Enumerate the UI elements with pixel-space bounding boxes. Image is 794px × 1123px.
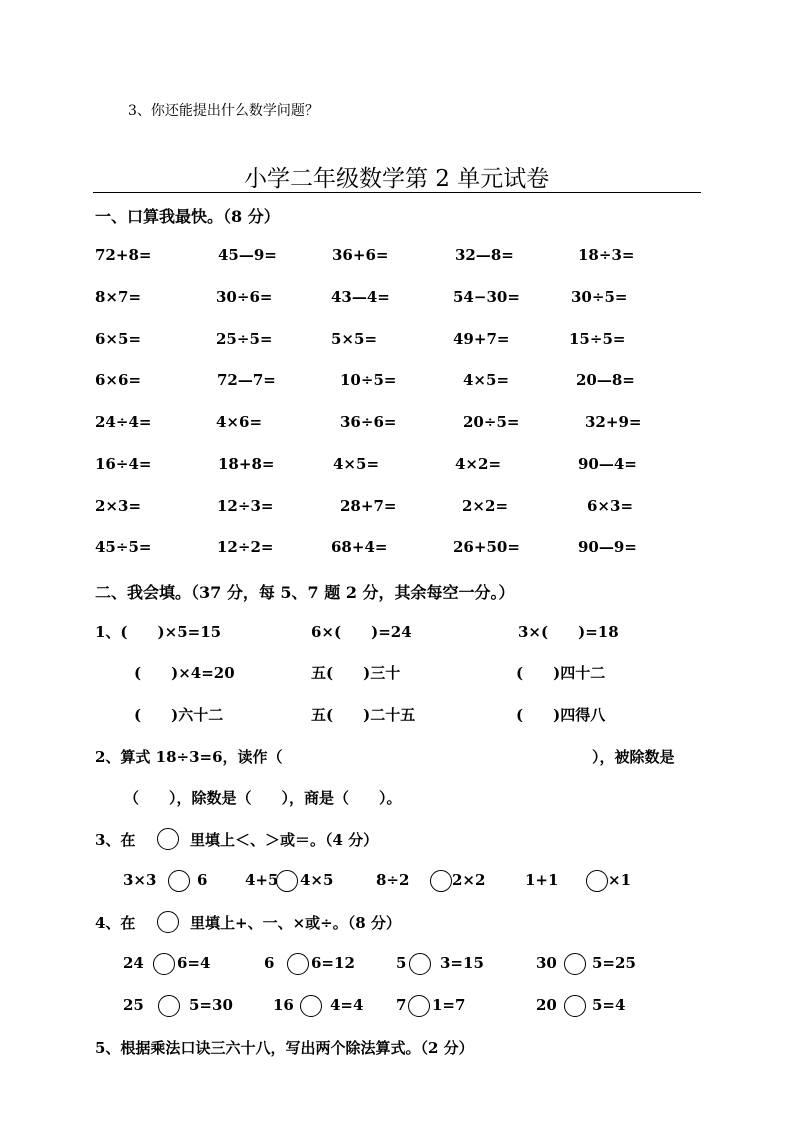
answer-circle[interactable] bbox=[153, 953, 175, 975]
arith-item: 25÷5= bbox=[216, 330, 273, 348]
q2-line2: （ ），除数是（ ），商是（ ）。 bbox=[124, 789, 402, 807]
arith-item: 32+9= bbox=[585, 413, 642, 431]
q4-term: 20 bbox=[536, 996, 557, 1014]
answer-circle[interactable] bbox=[564, 953, 586, 975]
arith-item: 20÷5= bbox=[463, 413, 520, 431]
arith-item: 43—4= bbox=[331, 288, 390, 306]
q4-term: 1=7 bbox=[432, 996, 466, 1014]
q3-term: 6 bbox=[197, 871, 208, 889]
page-title: 小学二年级数学第 2 单元试卷 bbox=[244, 166, 550, 192]
arith-item: 16÷4= bbox=[95, 455, 152, 473]
arith-item: 10÷5= bbox=[340, 371, 397, 389]
answer-circle[interactable] bbox=[158, 995, 180, 1017]
q4-heading-end: 里填上+、一、×或÷。（8 分） bbox=[190, 914, 401, 932]
q4-term: 5=25 bbox=[592, 954, 636, 972]
q4-term: 5 bbox=[396, 954, 407, 972]
q1-item: ( )×4=20 bbox=[134, 664, 235, 682]
q1-item: 6×( )=24 bbox=[311, 623, 412, 641]
q3-term: 4×5 bbox=[300, 871, 334, 889]
q1-item: ( )四十二 bbox=[516, 664, 606, 682]
arith-item: 12÷3= bbox=[217, 497, 274, 515]
q4-term: 24 bbox=[123, 954, 144, 972]
arith-item: 18+8= bbox=[218, 455, 275, 473]
arith-item: 2×2= bbox=[462, 497, 509, 515]
arith-item: 49+7= bbox=[453, 330, 510, 348]
q3-heading-start: 3、在 bbox=[95, 831, 136, 849]
arith-item: 4×5= bbox=[333, 455, 380, 473]
arith-item: 72—7= bbox=[217, 371, 276, 389]
q5-question: 5、根据乘法口诀三六十八，写出两个除法算式。（2 分） bbox=[95, 1039, 474, 1057]
q1-item: 五( )三十 bbox=[311, 664, 401, 682]
arith-item: 24÷4= bbox=[95, 413, 152, 431]
q3-term: 2×2 bbox=[452, 871, 486, 889]
answer-circle[interactable] bbox=[586, 870, 608, 892]
arith-item: 4×5= bbox=[463, 371, 510, 389]
arith-item: 90—9= bbox=[578, 538, 637, 556]
arith-item: 6×6= bbox=[95, 371, 142, 389]
arith-item: 4×6= bbox=[216, 413, 263, 431]
arith-item: 54−30= bbox=[453, 288, 520, 306]
q2-line1-end: ），被除数是 bbox=[592, 748, 675, 766]
arith-item: 32—8= bbox=[455, 246, 514, 264]
answer-circle[interactable] bbox=[409, 953, 431, 975]
q4-term: 3=15 bbox=[440, 954, 484, 972]
arith-item: 45÷5= bbox=[95, 538, 152, 556]
arith-item: 4×2= bbox=[455, 455, 502, 473]
q4-term: 5=30 bbox=[189, 996, 233, 1014]
answer-circle[interactable] bbox=[564, 995, 586, 1017]
arith-item: 36+6= bbox=[332, 246, 389, 264]
answer-circle[interactable] bbox=[157, 911, 179, 933]
q1-item: ( )四得八 bbox=[516, 706, 606, 724]
q3-term: 4+5 bbox=[245, 871, 279, 889]
answer-circle[interactable] bbox=[157, 828, 179, 850]
arith-item: 72+8= bbox=[95, 246, 152, 264]
title-underline bbox=[93, 192, 701, 193]
q4-term: 6=4 bbox=[177, 954, 211, 972]
q4-term: 4=4 bbox=[330, 996, 364, 1014]
q3-term: ×1 bbox=[608, 871, 632, 889]
arith-item: 30÷5= bbox=[571, 288, 628, 306]
q4-term: 7 bbox=[396, 996, 407, 1014]
section1-heading: 一、口算我最快。（8 分） bbox=[95, 207, 280, 226]
q4-term: 6=12 bbox=[311, 954, 355, 972]
q3-term: 3×3 bbox=[123, 871, 157, 889]
q1-item: 3×( )=18 bbox=[518, 623, 619, 641]
arith-item: 20—8= bbox=[576, 371, 635, 389]
answer-circle[interactable] bbox=[287, 953, 309, 975]
arith-item: 6×5= bbox=[95, 330, 142, 348]
q4-term: 25 bbox=[123, 996, 144, 1014]
answer-circle[interactable] bbox=[168, 870, 190, 892]
q2-line1-start: 2、算式 18÷3=6，读作（ bbox=[95, 748, 283, 766]
arith-item: 15÷5= bbox=[569, 330, 626, 348]
arith-item: 45—9= bbox=[218, 246, 277, 264]
section2-heading: 二、我会填。（37 分，每 5、7 题 2 分，其余每空一分。） bbox=[95, 583, 515, 602]
arith-item: 68+4= bbox=[331, 538, 388, 556]
arith-item: 30÷6= bbox=[216, 288, 273, 306]
arith-item: 6×3= bbox=[587, 497, 634, 515]
question3-note: 3、你还能提出什么数学问题？ bbox=[128, 103, 319, 119]
arith-item: 2×3= bbox=[95, 497, 142, 515]
q3-term: 1+1 bbox=[525, 871, 559, 889]
q3-term: 8÷2 bbox=[376, 871, 410, 889]
answer-circle[interactable] bbox=[408, 995, 430, 1017]
q4-term: 30 bbox=[536, 954, 557, 972]
q4-term: 5=4 bbox=[592, 996, 626, 1014]
q4-heading-start: 4、在 bbox=[95, 914, 136, 932]
q1-item: ( )六十二 bbox=[134, 706, 224, 724]
arith-item: 5×5= bbox=[331, 330, 378, 348]
answer-circle[interactable] bbox=[276, 870, 298, 892]
arith-item: 28+7= bbox=[340, 497, 397, 515]
q3-heading-end: 里填上＜、＞或＝。（4 分） bbox=[190, 831, 379, 849]
answer-circle[interactable] bbox=[300, 995, 322, 1017]
arith-item: 18÷3= bbox=[578, 246, 635, 264]
arith-item: 26+50= bbox=[453, 538, 520, 556]
arith-item: 8×7= bbox=[95, 288, 142, 306]
arith-item: 36÷6= bbox=[340, 413, 397, 431]
q1-item: 五( )二十五 bbox=[311, 706, 416, 724]
arith-item: 90—4= bbox=[578, 455, 637, 473]
q4-term: 6 bbox=[264, 954, 275, 972]
arith-item: 12÷2= bbox=[217, 538, 274, 556]
q4-term: 16 bbox=[273, 996, 294, 1014]
answer-circle[interactable] bbox=[430, 870, 452, 892]
q1-item: 1、( )×5=15 bbox=[95, 623, 222, 641]
